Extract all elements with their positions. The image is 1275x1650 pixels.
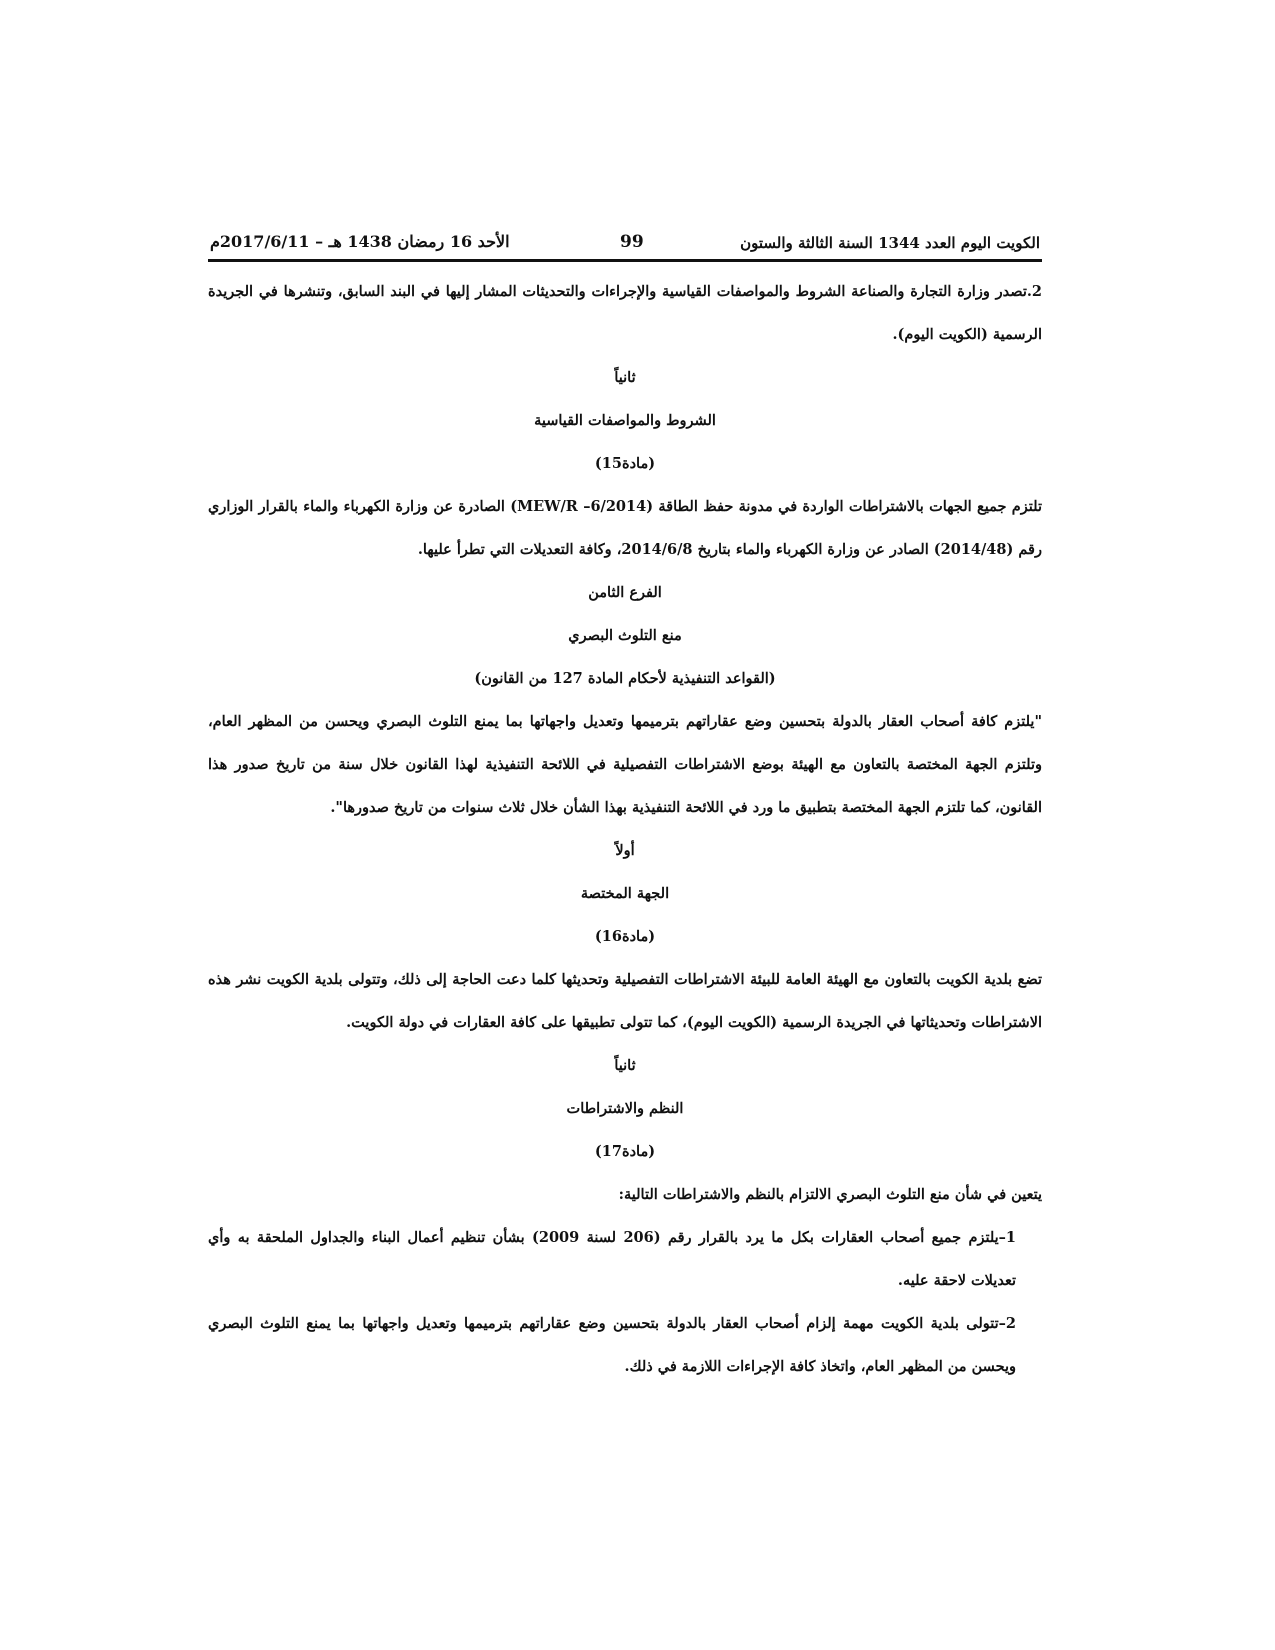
article-17-intro: يتعين في شأن منع التلوث البصري الالتزام بالنظم والاشتراطات التالية: <box>618 1186 1042 1203</box>
gazette-issue-info: الكويت اليوم العدد 1344 السنة الثالثة والستون <box>740 234 1040 252</box>
branch-eight-heading: الفرع الثامن <box>588 584 662 601</box>
article-16-text: تضع بلدية الكويت بالتعاون مع الهيئة العامة للبيئة الاشتراطات التفصيلية وتحديثها كلما دعت الحاجة إلى ذلك، وتتولى بلدية الكويت نشر هذه الاشتراطات وتحديثاتها في الجريدة الرسمية (الكويت اليوم)، كما تتولى تطبيقها على كافة العقارات في دولة الكويت. <box>208 971 1042 1031</box>
paragraph-item-2: 2.تصدر وزارة التجارة والصناعة الشروط والمواصفات القياسية والإجراءات والتحديثات المشار إليها في البند السابق، وتنشرها في الجريدة الرسمية (الكويت اليوم). <box>208 283 1042 343</box>
visual-pollution-heading: منع التلوث البصري <box>568 627 682 644</box>
article-17-item-1: 1–يلتزم جميع أصحاب العقارات بكل ما يرد بالقرار رقم (206 لسنة 2009) بشأن تنظيم أعمال البناء والجداول الملحقة به وأي تعديلات لاحقة عليه. <box>208 1229 1016 1289</box>
section-heading-first: أولاً <box>615 842 635 859</box>
section-heading-second: ثانياً <box>614 369 636 386</box>
page-number: 99 <box>620 232 644 252</box>
article-17-item-2: 2–تتولى بلدية الكويت مهمة إلزام أصحاب العقار بالدولة بتحسين وضع عقاراتهم بترميمها وتعديل واجهاتها بما يمنع التلوث البصري ويحسن من المظهر العام، واتخاذ كافة الإجراءات اللازمة في ذلك. <box>208 1315 1016 1375</box>
executive-rules-heading: (القواعد التنفيذية لأحكام المادة 127 من القانون) <box>474 670 776 687</box>
article-15-text: تلتزم جميع الجهات بالاشتراطات الواردة في مدونة حفظ الطاقة (MEW/R –6/2014) الصادرة عن وزارة الكهرباء والماء بالقرار الوزاري رقم (2014/48) الصادر عن وزارة الكهرباء والماء بتاريخ 2014/6/8، وكافة التعديلات التي تطرأ عليها. <box>208 498 1042 558</box>
competent-authority-heading: الجهة المختصة <box>580 885 670 902</box>
issue-date: الأحد 16 رمضان 1438 هـ – 2017/6/11م <box>210 232 510 251</box>
article-17-heading: (مادة17) <box>594 1143 656 1160</box>
section-title-standards: الشروط والمواصفات القياسية <box>534 412 716 429</box>
page-header <box>210 230 1040 258</box>
header-divider <box>208 259 1042 262</box>
article-15-heading: (مادة15) <box>594 455 656 472</box>
section-heading-second-2: ثانياً <box>614 1057 636 1074</box>
regulations-heading: النظم والاشتراطات <box>566 1100 684 1117</box>
article-16-heading: (مادة16) <box>594 928 656 945</box>
law-article-127-quote: "يلتزم كافة أصحاب العقار بالدولة بتحسين وضع عقاراتهم بترميمها وتعديل واجهاتها بما يمنع التلوث البصري ويحسن من المظهر العام، وتلتزم الجهة المختصة بالتعاون مع الهيئة بوضع الاشتراطات التفصيلية في اللائحة التنفيذية لهذا القانون خلال سنة من تاريخ صدور هذا القانون، كما تلتزم الجهة المختصة بتطبيق ما ورد في اللائحة التنفيذية بهذا الشأن خلال ثلاث سنوات من تاريخ صدورها". <box>208 713 1042 816</box>
page-body <box>208 270 1042 1388</box>
